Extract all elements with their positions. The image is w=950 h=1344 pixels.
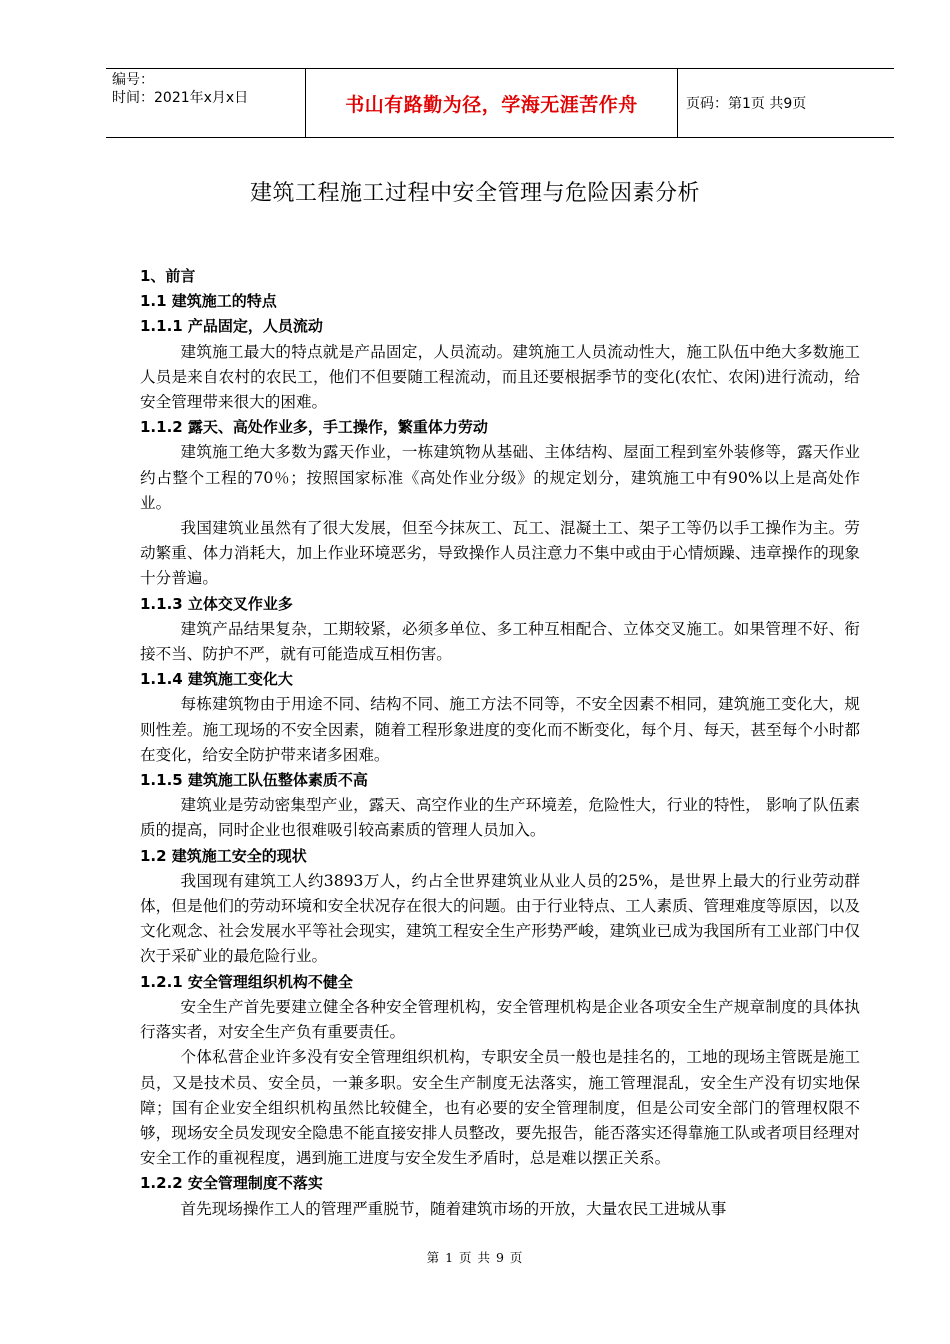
body-paragraph: 首先现场操作工人的管理严重脱节，随着建筑市场的开放，大量农民工进城从事 xyxy=(180,1199,727,1218)
page-footer: 第 1 页 共 9 页 xyxy=(426,1250,524,1265)
body-paragraph: 建筑业是劳动密集型产业，露天、高空作业的生产环境差，危险性大，行业的特性， 影响了队伍素质的提高，同时企业也很难吸引较高素质的管理人员加入。 xyxy=(140,796,860,840)
document-number-label: 编号： xyxy=(112,72,154,88)
document-title: 建筑工程施工过程中安全管理与危险因素分析 xyxy=(249,181,700,206)
body-paragraph: 每栋建筑物由于用途不同、结构不同、施工方法不同等，不安全因素不相同，建筑施工变化大，规则性差。施工现场的不安全因素，随着工程形象进度的变化而不断变化，每个月、每天，甚至每个小时都在变化，给安全防护带来诸多困难。 xyxy=(140,695,860,764)
section-heading: 1.1.3 立体交叉作业多 xyxy=(140,594,293,613)
section-heading: 1.2 建筑施工安全的现状 xyxy=(140,846,307,865)
header-motto: 书山有路勤为径，学海无涯苦作舟 xyxy=(306,69,678,137)
body-paragraph: 我国现有建筑工人约3893万人，约占全世界建筑业从业人员的25%，是世界上最大的行业劳动群体，但是他们的劳动环境和安全状况存在很大的问题。由于行业特点、工人素质、管理难度等原因，以及文化观念、社会发展水平等社会现实，建筑工程安全生产形势严峻，建筑业已成为我国所有工业部门中仅次于采矿业的最危险行业。 xyxy=(140,871,860,966)
section-heading: 1.1.5 建筑施工队伍整体素质不高 xyxy=(140,771,368,790)
body-paragraph: 建筑施工绝大多数为露天作业，一栋建筑物从基础、主体结构、屋面工程到室外装修等，露天作业约占整个工程的70％；按照国家标准《高处作业分级》的规定划分，建筑施工中有90%以上是高处作业。 xyxy=(140,443,860,512)
section-heading: 1.1.2 露天、高处作业多，手工操作，繁重体力劳动 xyxy=(140,418,488,437)
document-time-label: 时间：2021年x月x日 xyxy=(112,90,249,106)
body-paragraph: 个体私营企业许多没有安全管理组织机构，专职安全员一般也是挂名的，工地的现场主管既是施工员，又是技术员、安全员，一兼多职。安全生产制度无法落实，施工管理混乱，安全生产没有切实地保障；国有企业安全组织机构虽然比较健全，也有必要的安全管理制度，但是公司安全部门的管理权限不够，现场安全员发现安全隐患不能直接安排人员整改，要先报告，能否落实还得靠施工队或者项目经理对安全工作的重视程度，遇到施工进度与安全发生矛盾时，总是难以摆正关系。 xyxy=(140,1048,860,1168)
section-heading: 1.2.2 安全管理制度不落实 xyxy=(140,1174,323,1193)
document-body xyxy=(140,264,860,1222)
body-paragraph: 我国建筑业虽然有了很大发展，但至今抹灰工、瓦工、混凝土工、架子工等仍以手工操作为主。劳动繁重、体力消耗大，加上作业环境恶劣，导致操作人员注意力不集中或由于心情烦躁、违章操作的现象十分普遍。 xyxy=(140,519,860,588)
body-paragraph: 安全生产首先要建立健全各种安全管理机构，安全管理机构是企业各项安全生产规章制度的具体执行落实者，对安全生产负有重要责任。 xyxy=(140,997,860,1042)
body-paragraph: 建筑施工最大的特点就是产品固定，人员流动。建筑施工人员流动性大，施工队伍中绝大多数施工人员是来自农村的农民工，他们不但要随工程流动，而且还要根据季节的变化(农忙、农闲)进行流动，给安全管理带来很大的困难。 xyxy=(140,342,860,412)
section-heading: 1.2.1 安全管理组织机构不健全 xyxy=(140,972,353,991)
document-header xyxy=(106,68,894,138)
body-paragraph: 建筑产品结果复杂，工期较紧，必须多单位、多工种互相配合、立体交叉施工。如果管理不好、衔接不当、防护不严，就有可能造成互相伤害。 xyxy=(140,619,860,664)
header-page-number: 页码：第1页 共9页 xyxy=(686,96,807,112)
header-meta xyxy=(106,69,306,137)
section-heading: 1.1.1 产品固定，人员流动 xyxy=(140,317,323,336)
section-heading: 1.1.4 建筑施工变化大 xyxy=(140,670,293,689)
section-heading: 1.1 建筑施工的特点 xyxy=(140,292,277,311)
section-heading: 1、前言 xyxy=(140,267,196,285)
